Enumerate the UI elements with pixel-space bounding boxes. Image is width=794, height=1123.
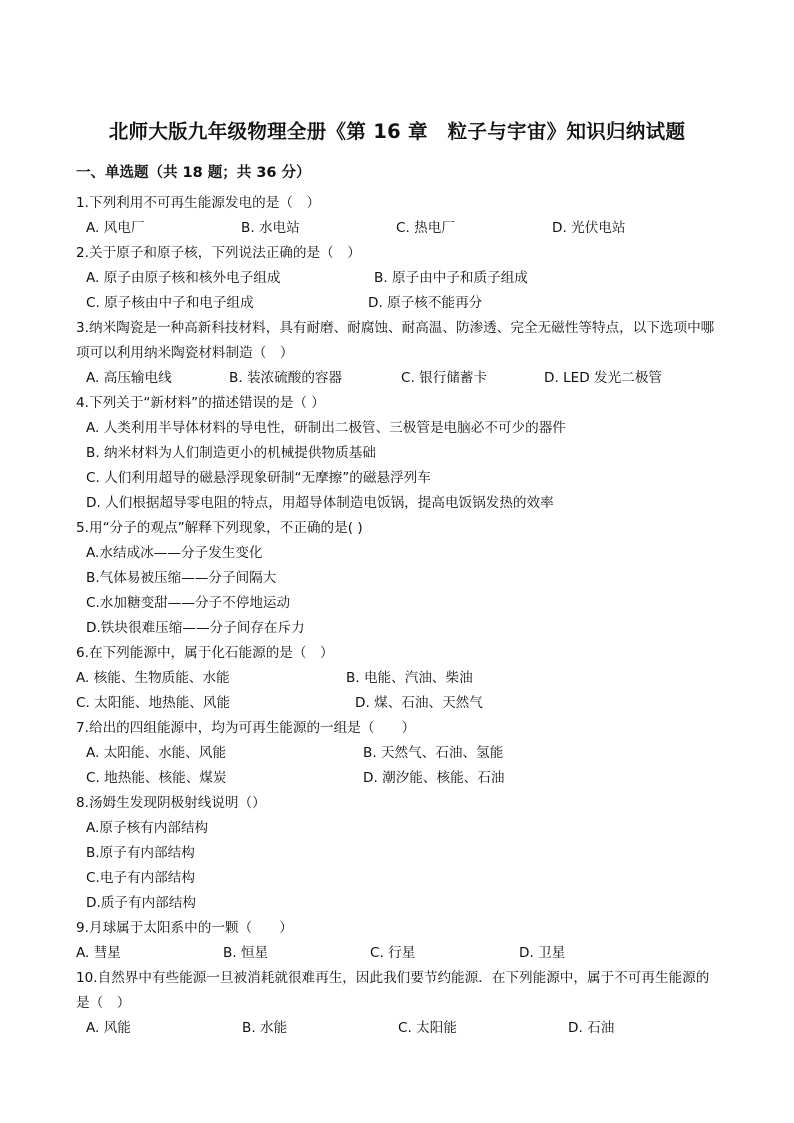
question-3-stem: 3.纳米陶瓷是一种高新科技材料，具有耐磨、耐腐蚀、耐高温、防渗透、完全无磁性等特点，以下选项中哪项可以利用纳米陶瓷材料制造（ ） (76, 320, 715, 361)
question-5-option-a-row (0, 541, 794, 566)
option-b[interactable]: B. 原子由中子和质子组成 (374, 270, 528, 286)
question-4-option-a-row (0, 416, 794, 441)
option-b[interactable]: B.原子有内部结构 (86, 845, 195, 861)
question-2-stem: 2.关于原子和原子核，下列说法正确的是（ ） (76, 245, 361, 261)
option-d[interactable]: D. 煤、石油、天然气 (355, 695, 483, 711)
option-c[interactable]: C. 地热能、核能、煤炭 (86, 770, 227, 786)
document-title: 北师大版九年级物理全册《第 16 章 粒子与宇宙》知识归纳试题 (108, 120, 686, 143)
option-d[interactable]: D.质子有内部结构 (86, 895, 196, 911)
option-a[interactable]: A.原子核有内部结构 (86, 820, 209, 836)
option-d[interactable]: D. 人们根据超导零电阻的特点，用超导体制造电饭锅，提高电饭锅发热的效率 (86, 495, 554, 511)
option-d[interactable]: D. LED 发光二极管 (544, 370, 663, 386)
question-5-option-d-row (0, 616, 794, 641)
option-a[interactable]: A. 风电厂 (86, 220, 145, 236)
question-2-options-row2 (0, 291, 794, 316)
option-c[interactable]: C. 行星 (370, 945, 416, 961)
question-6-options-row1 (0, 666, 794, 691)
option-d[interactable]: D. 光伏电站 (552, 220, 626, 236)
option-b[interactable]: B.气体易被压缩——分子间隔大 (86, 570, 277, 586)
question-1-stem: 1.下列利用不可再生能源发电的是（ ） (76, 195, 321, 211)
question-4-option-c-row (0, 466, 794, 491)
option-c[interactable]: C. 银行储蓄卡 (401, 370, 488, 386)
option-b[interactable]: B. 恒星 (223, 945, 269, 961)
question-7-options-row2 (0, 766, 794, 791)
question-4-option-b-row (0, 441, 794, 466)
option-c[interactable]: C. 原子核由中子和电子组成 (86, 295, 254, 311)
option-b[interactable]: B. 电能、汽油、柴油 (346, 670, 473, 686)
question-5-stem: 5.用“分子的观点”解释下列现象，不正确的是( ) (76, 520, 363, 536)
question-6-stem: 6.在下列能源中，属于化石能源的是（ ） (76, 645, 334, 661)
option-d[interactable]: D. 潮汐能、核能、石油 (363, 770, 505, 786)
question-4-option-d-row (0, 491, 794, 516)
question-10-options (0, 1016, 794, 1041)
option-d[interactable]: D. 原子核不能再分 (368, 295, 483, 311)
option-c[interactable]: C. 人们利用超导的磁悬浮现象研制“无摩擦”的磁悬浮列车 (86, 470, 431, 486)
option-b[interactable]: B. 水电站 (241, 220, 300, 236)
question-2-options-row1 (0, 266, 794, 291)
option-d[interactable]: D. 石油 (568, 1020, 615, 1036)
option-a[interactable]: A.水结成冰——分子发生变化 (86, 545, 263, 561)
option-a[interactable]: A. 太阳能、水能、风能 (86, 745, 227, 761)
question-5-option-c-row (0, 591, 794, 616)
option-c[interactable]: C.电子有内部结构 (86, 870, 195, 886)
option-a[interactable]: A. 高压输电线 (86, 370, 172, 386)
question-9-options (0, 941, 794, 966)
option-c[interactable]: C. 太阳能 (398, 1020, 457, 1036)
option-a[interactable]: A. 核能、生物质能、水能 (76, 670, 230, 686)
question-8-option-a-row (0, 816, 794, 841)
option-a[interactable]: A. 彗星 (76, 945, 121, 961)
option-d[interactable]: D. 卫星 (519, 945, 566, 961)
question-10-stem: 10.自然界中有些能源一旦被消耗就很难再生，因此我们要节约能源．在下列能源中，属于不可再生能源的是（ ） (76, 970, 710, 1011)
question-9-stem: 9.月球属于太阳系中的一颗（ ） (76, 920, 293, 936)
option-b[interactable]: B. 天然气、石油、氢能 (363, 745, 504, 761)
option-a[interactable]: A. 风能 (86, 1020, 131, 1036)
question-8-option-c-row (0, 866, 794, 891)
question-7-options-row1 (0, 741, 794, 766)
option-b[interactable]: B. 装浓硫酸的容器 (229, 370, 343, 386)
question-6-options-row2 (0, 691, 794, 716)
question-3-options (0, 366, 794, 391)
option-b[interactable]: B. 纳米材料为人们制造更小的机械提供物质基础 (86, 445, 376, 461)
question-8-option-d-row (0, 891, 794, 916)
question-5-option-b-row (0, 566, 794, 591)
option-c[interactable]: C. 太阳能、地热能、风能 (76, 695, 231, 711)
question-1-options (0, 216, 794, 241)
option-a[interactable]: A. 原子由原子核和核外电子组成 (86, 270, 281, 286)
option-b[interactable]: B. 水能 (242, 1020, 288, 1036)
option-c[interactable]: C. 热电厂 (396, 220, 455, 236)
question-8-option-b-row (0, 841, 794, 866)
option-d[interactable]: D.铁块很难压缩——分子间存在斥力 (86, 620, 305, 636)
question-7-stem: 7.给出的四组能源中，均为可再生能源的一组是（ ） (76, 720, 416, 736)
option-a[interactable]: A. 人类利用半导体材料的导电性，研制出二极管、三极管是电脑必不可少的器件 (86, 420, 566, 436)
option-c[interactable]: C.水加糖变甜——分子不停地运动 (86, 595, 291, 611)
question-8-stem: 8.汤姆生发现阴极射线说明（） (76, 795, 266, 811)
section-heading: 一、单选题（共 18 题；共 36 分） (76, 165, 311, 181)
question-4-stem: 4.下列关于“新材料”的描述错误的是（ ） (76, 395, 325, 411)
